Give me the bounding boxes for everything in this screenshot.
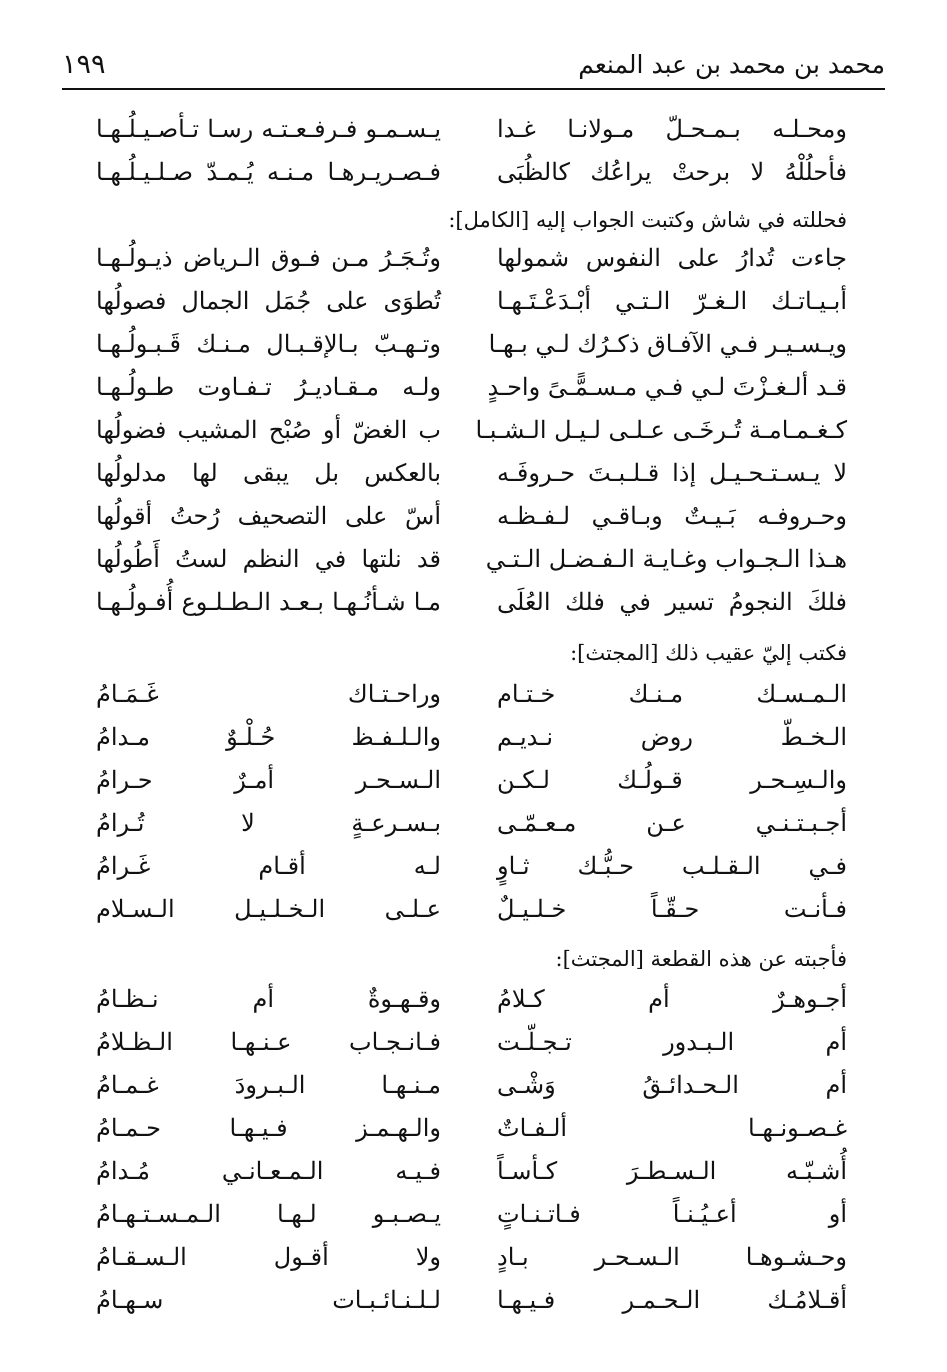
verse — [96, 802, 847, 845]
first-hemistich: أجـبـتـنـي عـن مـعـمّـى — [497, 809, 847, 837]
verse — [96, 538, 847, 581]
first-hemistich: هـذا الـجـواب وغـايـة الـفـضـل الـتـي — [485, 545, 847, 573]
verse — [96, 108, 847, 151]
second-hemistich: وتـهـبّ بـالإقـبـال مـنـك قَـبـولُـهـا — [96, 330, 441, 358]
second-hemistich: يـسـمـو فـرفـعـتـه رسـا تـأصـيـلُـهـا — [96, 115, 441, 143]
page-number: ١٩٩ — [62, 48, 106, 80]
verse — [96, 409, 847, 452]
poem-3 — [96, 673, 847, 931]
second-hemistich: فـيـه الـمـعـانـي مُـدامُ — [96, 1157, 441, 1185]
verse — [96, 1150, 847, 1193]
second-hemistich: أسّ على التصحيف رُحتُ أقولُها — [96, 502, 441, 530]
first-hemistich: جاءت تُدارُ على النفوس شمولها — [497, 244, 847, 272]
second-hemistich: يـصـبـو لـهـا الـمـسـتـهـامُ — [96, 1200, 441, 1228]
verse — [96, 237, 847, 280]
first-hemistich: أقـلامُـك الـحـمـر فـيـهـا — [497, 1286, 847, 1314]
second-hemistich: عـلـى الـخـلـيـل الـسـلام — [96, 895, 441, 923]
first-hemistich: الـخـطّ روض نـديـم — [497, 723, 847, 751]
second-hemistich: فـانـجـاب عـنـهـا الـظـلامُ — [96, 1028, 441, 1056]
verse — [96, 1064, 847, 1107]
first-hemistich: ومحـلـه بـمـحـلّ مـولانـا غـدا — [497, 115, 847, 143]
verse — [96, 323, 847, 366]
poem-4-introduction: فأجبته عن هذه القطعة [المجتث]: — [555, 947, 847, 971]
second-hemistich: مـا شـأنُـهـا بـعـد الـطـلـوع أُفـولُـهـا — [96, 588, 441, 616]
first-hemistich: غـصـونـهـا ألـفـاتٌ — [497, 1114, 847, 1142]
verse — [96, 716, 847, 759]
second-hemistich: وراحـتـاك غَـمَـامُ — [96, 680, 441, 708]
verse — [96, 1236, 847, 1279]
page-header — [62, 40, 885, 90]
verse — [96, 759, 847, 802]
second-hemistich: وتُـجَـرُ مـن فـوق الـرياض ذيـولُـهـا — [96, 244, 441, 272]
second-hemistich: بالعكس بل يبقى لها مدلولُها — [96, 459, 441, 487]
verse — [96, 280, 847, 323]
verse — [96, 452, 847, 495]
second-hemistich: الـسـحـر أمـرٌ حـرامُ — [96, 766, 441, 794]
poem-2 — [96, 237, 847, 624]
running-title: محمد بن محمد بن عبد المنعم — [578, 49, 885, 79]
second-hemistich: والـهـمـز فـيـهـا حـمـامُ — [96, 1114, 441, 1142]
verse — [96, 1107, 847, 1150]
second-hemistich: ولا أقـول الـسـقـامُ — [96, 1243, 441, 1271]
second-hemistich: ولـه مـقـاديـرُ تـفـاوت طـولُـهـا — [96, 373, 441, 401]
first-hemistich: أبـيـاتـك الـغـرّ الـتـي أبْـدَعْـتَـهـا — [497, 287, 847, 315]
second-hemistich: بـسـرعـةٍ لا تُـرامُ — [96, 809, 441, 837]
first-hemistich: قـد ألـغـزْتَ لـي فـي مـسـمًّـىً واحـدٍ — [487, 373, 847, 401]
second-hemistich: لـه أقـام غَـرامُ — [96, 852, 441, 880]
first-hemistich: أم الـبـدور تـجـلّـت — [497, 1028, 847, 1056]
first-hemistich: والـسِـحـر قـولُـك لـكـن — [497, 766, 847, 794]
first-hemistich: ويـسـيـر فـي الآفـاق ذكـرُك لـي بـهـا — [488, 330, 847, 358]
second-hemistich: والـلـفـظ حُـلْـوٌ مـدامُ — [96, 723, 441, 751]
first-hemistich: أُشـبّـه الـسـطـرَ كـأسـاً — [497, 1157, 847, 1185]
first-hemistich: أو أعـيُـنـاً فـاتـنـاتٍ — [497, 1200, 847, 1228]
second-hemistich: ب الغضّ أو صُبْح المشيب فضولُها — [96, 416, 441, 444]
first-hemistich: فلكَ النجومُ تسير في فلك العُلَى — [497, 588, 847, 616]
first-hemistich: لا يـسـتـحـيـل إذا قـلـبـتَ حـروفَـه — [497, 459, 847, 487]
first-hemistich: وحـشـوهـا الـسـحـر بـادٍ — [497, 1243, 847, 1271]
first-hemistich: فـأنـت حـقّـاً خـلـيـلٌ — [497, 895, 847, 923]
second-hemistich: تُطوَى على جُمَل الجمال فصولُها — [96, 287, 441, 315]
second-hemistich: فـصـريـرهـا مـنـه يُـمـدّ صـلـيـلُـهـا — [96, 158, 441, 186]
first-hemistich: الـمـسـك مـنـك خـتـام — [497, 680, 847, 708]
first-hemistich: فـي الـقـلـب حـبُّـك ثـاوٍ — [497, 852, 847, 880]
first-hemistich: وحـروفـه بَـيـتٌ وبـاقـي لـفـظـه — [497, 502, 847, 530]
first-hemistich: كـغـمـامـة تُـرخَـى عـلـى لـيـل الـشـبـا — [475, 416, 847, 444]
poem-4 — [96, 978, 847, 1322]
verse — [96, 673, 847, 716]
verse — [96, 1193, 847, 1236]
verse — [96, 845, 847, 888]
second-hemistich: مـنـهـا الـبـرودَ غـمـامُ — [96, 1071, 441, 1099]
verse — [96, 366, 847, 409]
second-hemistich: وقـهـوةٌ أم نـظـامُ — [96, 985, 441, 1013]
verse — [96, 495, 847, 538]
second-hemistich: لـلـنـائـبـات سـهـامُ — [96, 1286, 441, 1314]
poem-3-introduction: فكتب إليّ عقيب ذلك [المجتث]: — [570, 641, 847, 665]
verse — [96, 151, 847, 194]
verse — [96, 581, 847, 624]
verse — [96, 888, 847, 931]
first-hemistich: فأحلُلْهُ لا برحتْ يراعُك كالظُبَى — [497, 158, 847, 186]
verse — [96, 1021, 847, 1064]
first-hemistich: أجـوهـرٌ أم كـلامُ — [497, 985, 847, 1013]
first-hemistich: أم الـحـدائـقُ وَشْـى — [497, 1071, 847, 1099]
poem-1 — [96, 108, 847, 194]
verse — [96, 978, 847, 1021]
verse — [96, 1279, 847, 1322]
poem-2-introduction: فحللته في شاش وكتبت الجواب إليه [الكامل]: — [448, 208, 847, 232]
second-hemistich: قد نلتها في النظم لستُ أَطُولُها — [96, 545, 441, 573]
